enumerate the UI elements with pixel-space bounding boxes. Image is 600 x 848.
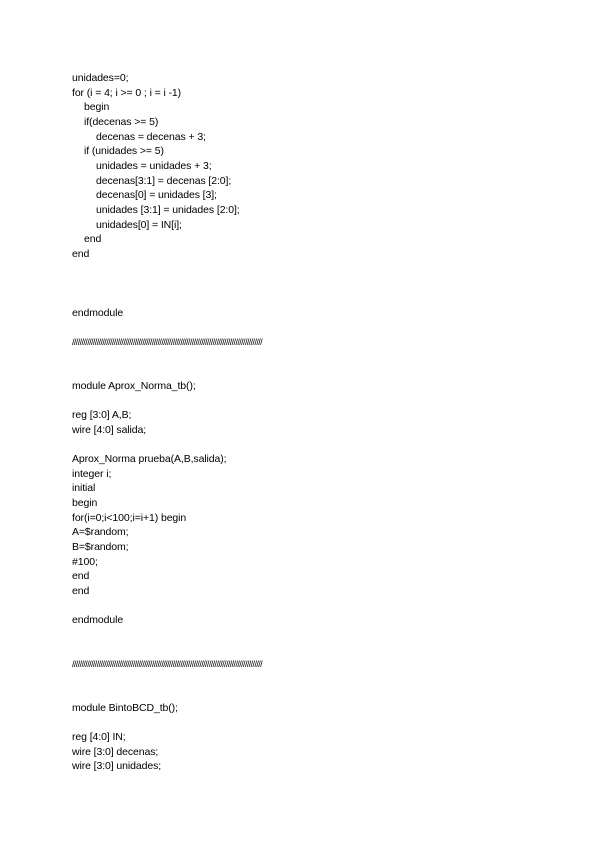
code-line: module BintoBCD_tb();: [72, 702, 178, 714]
code-line: unidades [3:1] = unidades [2:0];: [96, 204, 240, 216]
code-line: module Aprox_Norma_tb();: [72, 380, 196, 392]
separator-line: ////////////////////////////////////////////////////////////////////////////////////////////////////: [72, 659, 263, 669]
code-line: reg [4:0] IN;: [72, 731, 126, 743]
code-line: for (i = 4; i >= 0 ; i = i -1): [72, 87, 182, 99]
code-line: if(decenas >= 5): [84, 116, 159, 128]
code-line: initial: [72, 482, 96, 494]
code-line: begin: [72, 497, 98, 509]
code-line: A=$random;: [72, 526, 129, 538]
separator-line: ////////////////////////////////////////////////////////////////////////////////////////////////////: [72, 337, 263, 347]
code-line: end: [72, 585, 90, 597]
code-line: decenas[3:1] = decenas [2:0];: [96, 175, 232, 187]
code-line: if (unidades >= 5): [84, 145, 164, 157]
code-line: B=$random;: [72, 541, 129, 553]
code-line: wire [3:0] decenas;: [72, 746, 159, 758]
code-line: end: [72, 570, 90, 582]
code-line: wire [3:0] unidades;: [72, 760, 162, 772]
code-line: begin: [84, 101, 110, 113]
code-line: end: [84, 233, 102, 245]
code-line: unidades=0;: [72, 72, 129, 84]
code-line: end: [72, 248, 90, 260]
code-line: endmodule: [72, 307, 124, 319]
code-line: reg [3:0] A,B;: [72, 409, 132, 421]
code-line: unidades = unidades + 3;: [96, 160, 212, 172]
code-line: integer i;: [72, 468, 112, 480]
code-line: Aprox_Norma prueba(A,B,salida);: [72, 453, 227, 465]
code-line: decenas[0] = unidades [3];: [96, 189, 217, 201]
code-line: unidades[0] = IN[i];: [96, 219, 182, 231]
code-line: decenas = decenas + 3;: [96, 131, 206, 143]
code-line: wire [4:0] salida;: [72, 424, 147, 436]
code-line: endmodule: [72, 614, 124, 626]
code-line: #100;: [72, 556, 98, 568]
code-line: for(i=0;i<100;i=i+1) begin: [72, 512, 187, 524]
